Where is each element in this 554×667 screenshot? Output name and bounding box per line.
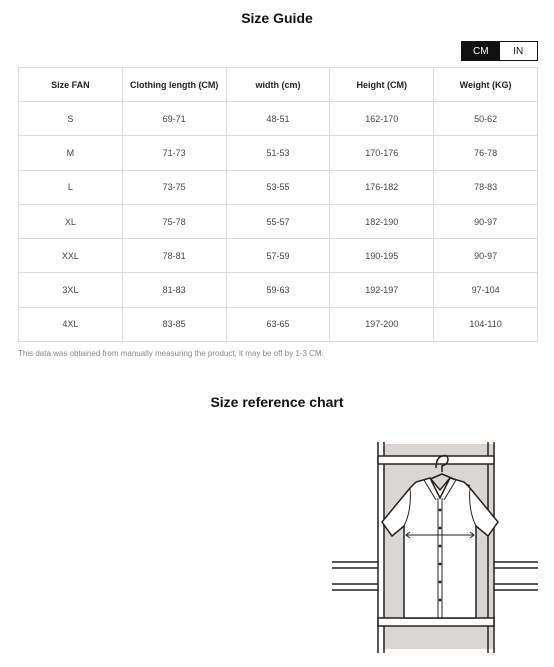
table-row [19,273,538,307]
header-clothing-length: Clothing length (CM) [122,68,226,102]
cell-weight: 50-62 [434,102,538,136]
cell-width: 53-55 [226,170,330,204]
cell-size: 3XL [19,273,123,307]
header-weight: Weight (KG) [434,68,538,102]
header-height: Height (CM) [330,68,434,102]
cell-width: 57-59 [226,239,330,273]
cell-length: 69-71 [122,102,226,136]
unit-cm-button[interactable]: CM [462,42,500,60]
table-row [19,136,538,170]
cell-height: 190-195 [330,239,434,273]
cell-weight: 90-97 [434,204,538,238]
cell-width: 48-51 [226,102,330,136]
cell-height: 162-170 [330,102,434,136]
table-header-row [19,68,538,102]
page-title: Size Guide [241,10,313,26]
cell-width: 55-57 [226,204,330,238]
cell-width: 59-63 [226,273,330,307]
cell-height: 197-200 [330,307,434,341]
cell-weight: 76-78 [434,136,538,170]
cell-size: S [19,102,123,136]
cell-length: 71-73 [122,136,226,170]
cell-length: 73-75 [122,170,226,204]
shirt-illustration [326,438,541,653]
cell-height: 176-182 [330,170,434,204]
header-size: Size FAN [19,68,123,102]
cell-length: 83-85 [122,307,226,341]
unit-in-button[interactable]: IN [500,42,538,60]
cell-length: 81-83 [122,273,226,307]
table-row [19,307,538,341]
table-row [19,204,538,238]
cell-length: 78-81 [122,239,226,273]
cell-weight: 78-83 [434,170,538,204]
cell-length: 75-78 [122,204,226,238]
cell-width: 63-65 [226,307,330,341]
cell-size: XL [19,204,123,238]
header-width: width (cm) [226,68,330,102]
size-table [18,67,538,342]
cell-weight: 97-104 [434,273,538,307]
cell-size: M [19,136,123,170]
cell-height: 170-176 [330,136,434,170]
cell-size: 4XL [19,307,123,341]
reference-chart-title: Size reference chart [210,394,344,410]
measurement-note: This data was obtained from manually measuring the product, it may be off by 1-3 CM. [18,349,324,358]
table-row [19,102,538,136]
table-row [19,170,538,204]
cell-height: 182-190 [330,204,434,238]
cell-height: 192-197 [330,273,434,307]
cell-width: 51-53 [226,136,330,170]
cell-weight: 90-97 [434,239,538,273]
cell-weight: 104-110 [434,307,538,341]
cell-size: XXL [19,239,123,273]
table-row [19,239,538,273]
cell-size: L [19,170,123,204]
unit-toggle [461,41,538,61]
